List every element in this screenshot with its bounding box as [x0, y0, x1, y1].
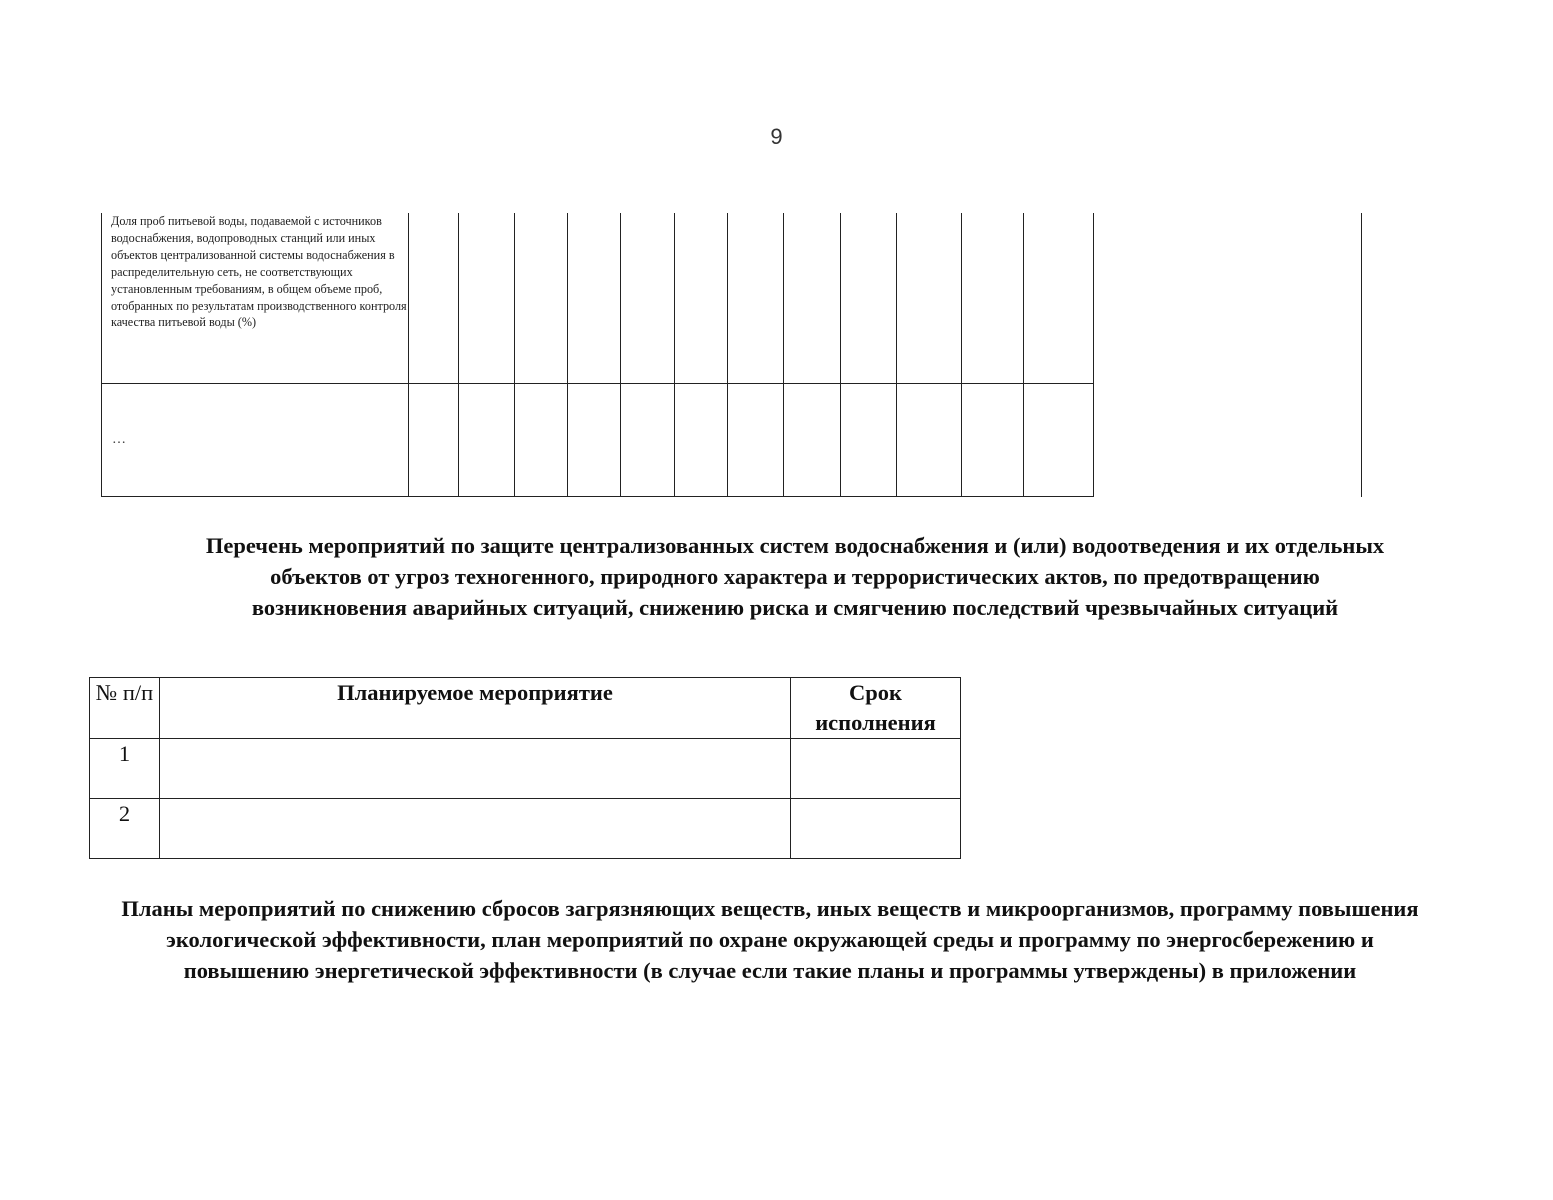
value-cell	[675, 213, 728, 384]
indicator-label: Доля проб питьевой воды, подаваемой с источников водоснабжения, водопроводных станций или иных объектов централизованной системы водоснабжения в распределительную сеть, не соответствующих установленным требованиям, в общем объеме проб, отобранных по результатам производственного контроля качества питьевой воды (%)	[111, 214, 407, 330]
indicator-row	[102, 213, 1362, 384]
number-header: № п/п	[90, 678, 160, 739]
emergency-measures-heading: Перечень мероприятий по защите централизованных систем водоснабжения и (или) водоотведения и их отдельных объектов от угроз техногенного, природного характера и террористических актов, по предотвращению возникновения аварийных ситуаций, снижению риска и смягчению последствий чрезвычайных ситуаций	[205, 533, 1385, 620]
value-cell	[1024, 213, 1094, 384]
measures-table	[89, 677, 961, 859]
measure-header: Планируемое мероприятие	[160, 678, 791, 739]
plans-heading: Планы мероприятий по снижению сбросов загрязняющих веществ, иных веществ и микроорганизмов, программу повышения экологической эффективности, план мероприятий по охране окружающей среды и программу по энергосбережению и повышению энергетической эффективности (в случае если такие планы и программы утверждены) в приложении	[121, 896, 1419, 983]
row-measure	[160, 739, 791, 799]
value-cell	[784, 384, 841, 497]
indicator-label-cell	[102, 213, 409, 384]
deadline-header: Срок исполнения	[791, 678, 961, 739]
value-cell	[409, 213, 459, 384]
value-cell	[897, 213, 962, 384]
table-row	[90, 799, 961, 859]
value-cell	[621, 213, 675, 384]
value-cell	[459, 384, 515, 497]
value-cell	[841, 384, 897, 497]
value-cell	[962, 213, 1024, 384]
value-cell	[459, 213, 515, 384]
row-number: 2	[90, 799, 160, 859]
value-cell	[568, 384, 621, 497]
value-cell	[675, 384, 728, 497]
indicator-ellipsis: …	[112, 432, 126, 447]
value-cell	[1024, 384, 1094, 497]
value-cell	[841, 213, 897, 384]
value-cell	[409, 384, 459, 497]
indicator-table	[101, 213, 1362, 497]
value-cell	[568, 213, 621, 384]
value-cell	[621, 384, 675, 497]
value-cell	[784, 213, 841, 384]
row-measure	[160, 799, 791, 859]
value-cell	[897, 384, 962, 497]
row-deadline	[791, 739, 961, 799]
indicator-label-cell	[102, 384, 409, 497]
note-cell	[1094, 213, 1362, 497]
value-cell	[728, 213, 784, 384]
value-cell	[962, 384, 1024, 497]
row-deadline	[791, 799, 961, 859]
table-row	[90, 739, 961, 799]
value-cell	[515, 213, 568, 384]
value-cell	[515, 384, 568, 497]
row-number: 1	[90, 739, 160, 799]
measures-header-row	[90, 678, 961, 739]
page-number: 9	[770, 124, 783, 149]
value-cell	[728, 384, 784, 497]
